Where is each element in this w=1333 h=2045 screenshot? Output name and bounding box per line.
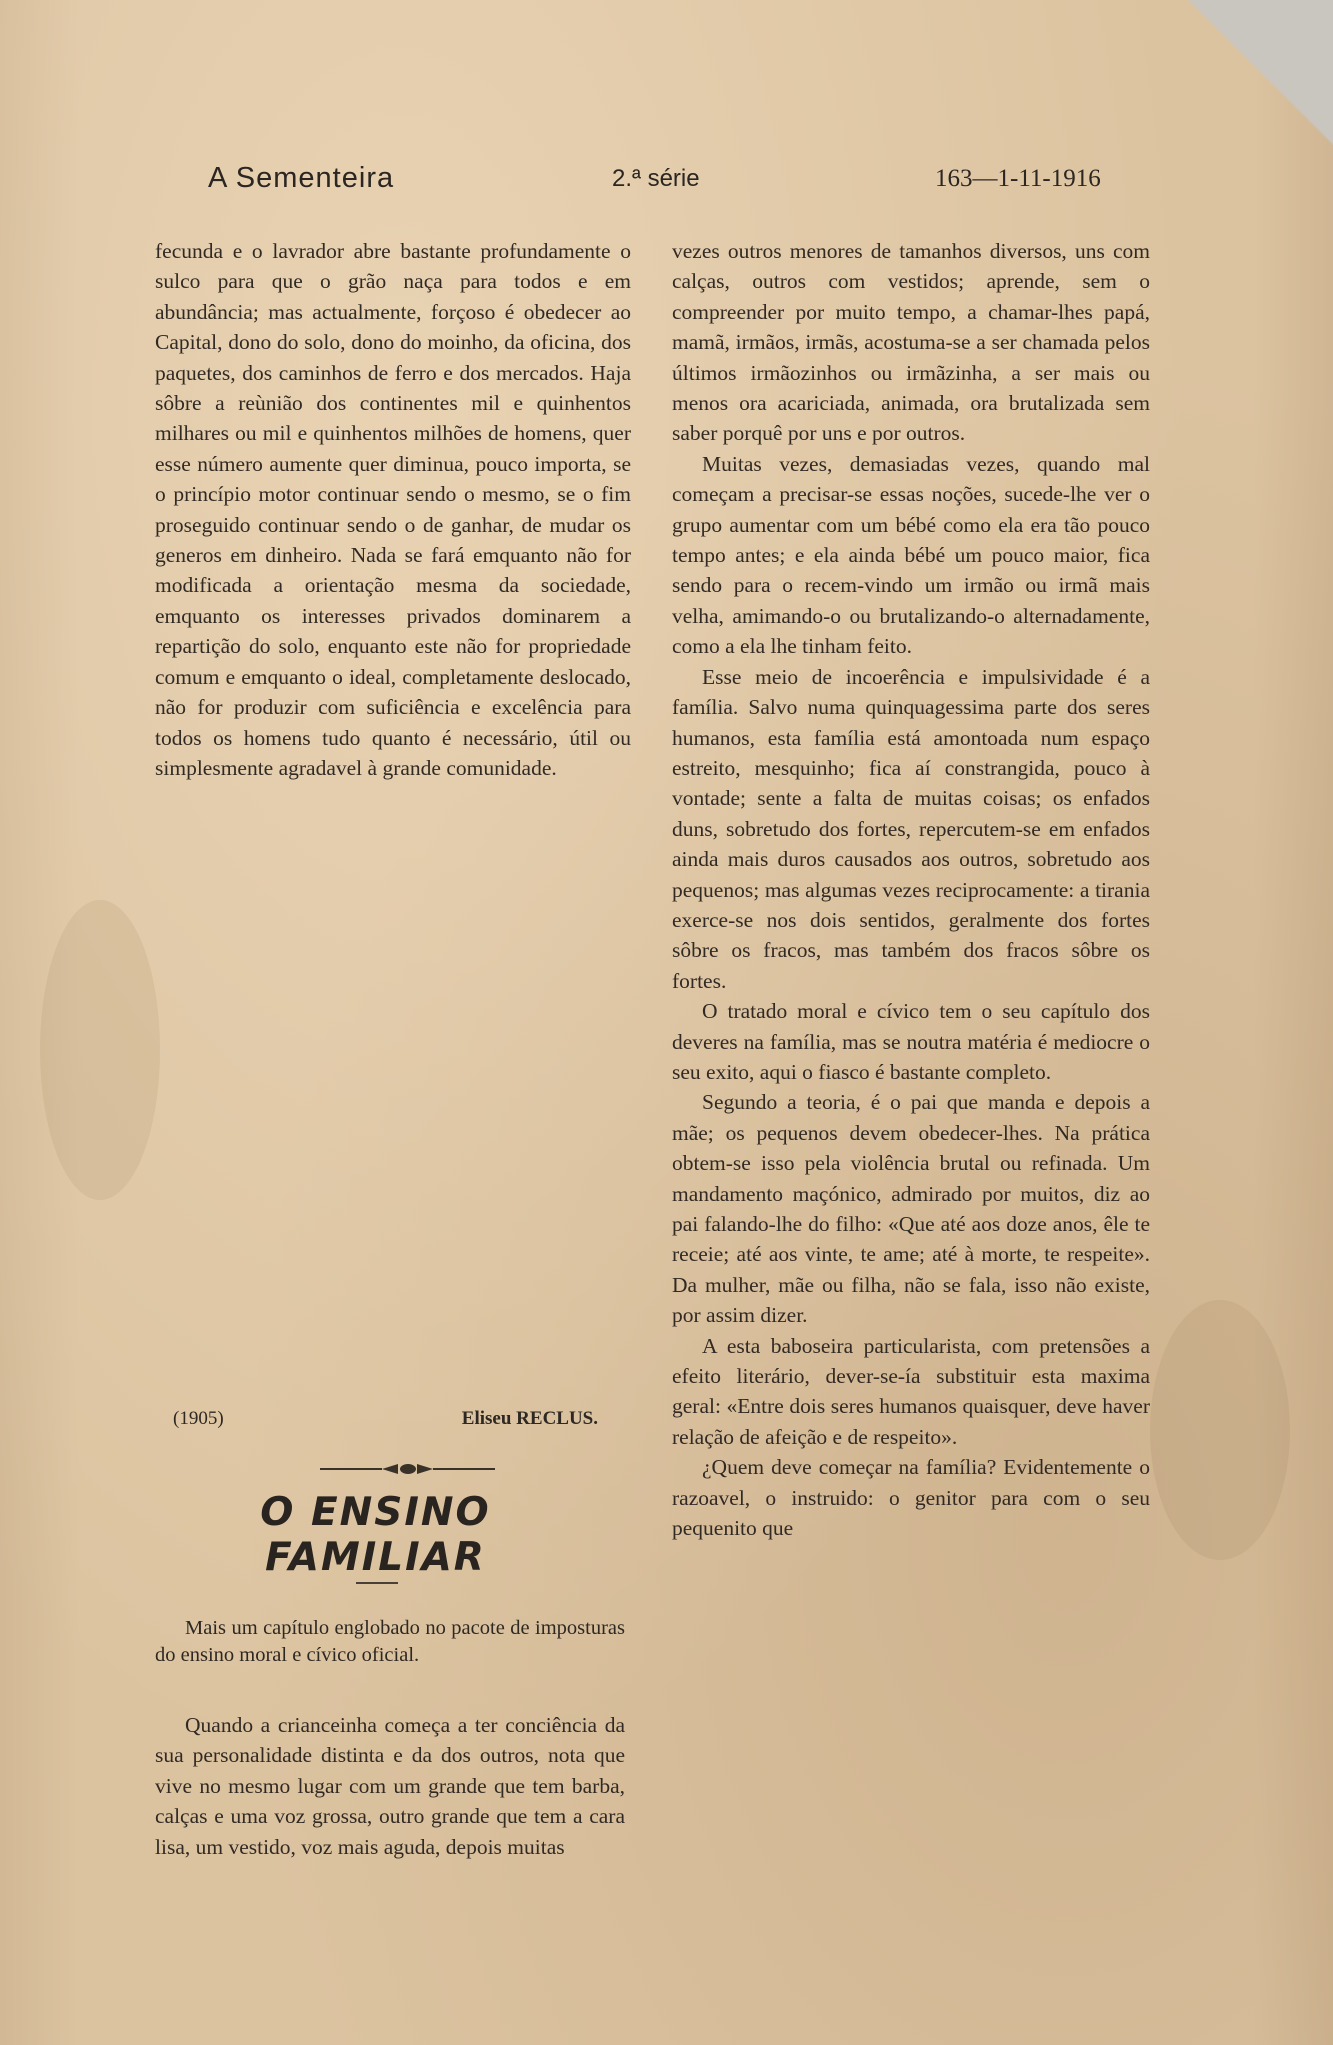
article-paragraph: Segundo a teoria, é o pai que manda e depois a mãe; os pequenos devem obedecer-lhes. Na prática obtem-se isso pela violência brutal ou refinada. Um mandamento maçónico, admirado por muitos, diz ao pai falando-lhe do filho: «Que até aos doze anos, êle te receie; até aos vinte, te ame; até à morte, te respeite». Da mulher, mãe ou filha, não se fala, isso não existe, por assim dizer.	[672, 1090, 1150, 1328]
left-column	[155, 236, 631, 783]
signature-author: Eliseu RECLUS.	[461, 1408, 598, 1429]
article-paragraph: ¿Quem deve começar na família? Evidentemente o razoavel, o instruido: o genitor para com o seu pequenito que	[672, 1455, 1150, 1541]
article-paragraph: Muitas vezes, demasiadas vezes, quando mal começam a precisar-se essas noções, sucede-lhe ver o grupo aumentar com um bébé como ela era tão pouco tempo antes; e ela ainda bébé um pouco maior, fica sendo para o recem-vindo um irmão ou irmã mais velha, amimando-o ou brutalizando-o alternadamente, como a ela lhe tinham feito.	[672, 451, 1150, 659]
article-title: O ENSINO FAMILIAR	[260, 1490, 491, 1580]
publication-title: A Sementeira	[208, 162, 395, 194]
signature-line	[173, 1408, 598, 1440]
right-column	[672, 236, 1150, 1543]
article-paragraph: Esse meio de incoerência e impulsividade é a família. Salvo numa quinquagessima parte dos seres humanos, esta família está amontoada num espaço estreito, mesquinho; fica aí constrangida, pouco à vontade; sente a falta de muitas coisas; os enfados duns, sobretudo dos fortes, repercutem-se em enfados ainda mais duros causados aos outros, sobretudo aos pequenos; mas algumas vezes reciprocamente: a tirania exerce-se nos dois sentidos, geralmente dos fortes sôbre os fracos, mas também dos fracos sôbre os fortes.	[672, 664, 1150, 993]
title-divider	[356, 1582, 398, 1584]
series-label: 2.ª série	[612, 165, 700, 192]
signature-year: (1905)	[173, 1408, 224, 1429]
article-paragraph: O tratado moral e cívico tem o seu capítulo dos deveres na família, mas se noutra matéria é mediocre o seu exito, aqui o fiasco é bastante completo.	[672, 999, 1150, 1084]
paper-stain	[40, 900, 160, 1200]
decorative-separator-ornament	[320, 1458, 495, 1480]
article-paragraph: A esta baboseira particularista, com pretensões a efeito literário, dever-se-ía substituir esta maxima geral: «Entre dois seres humanos quaisquer, deve haver relação de afeição e de respeito».	[672, 1333, 1150, 1449]
folded-page-corner	[1163, 0, 1333, 170]
article-continuation-paragraph: fecunda e o lavrador abre bastante profundamente o sulco para que o grão naça para todos e em abundância; mas actualmente, forçoso é obedecer ao Capital, dono do solo, dono do moinho, da oficina, dos paquetes, dos caminhos de ferro e dos mercados. Haja sôbre a reùnião dos continentes mil e quinhentos milhares ou mil e quinhentos milhões de homens, quer esse número aumente quer diminua, pouco importa, se o princípio motor continuar sendo o mesmo, se o fim proseguido continuar sendo o de ganhar, de mudar os generos em dinheiro. Nada se fará emquanto não for modificada a orientação mesma da sociedade, emquanto os interesses privados dominarem a repartição do solo, enquanto este não for propriedade comum e emquanto o ideal, completamente deslocado, não for produzir com suficiência e excelência para todos os homens tudo quanto é necessário, útil ou simplesmente agradavel à grande comunidade.	[155, 239, 631, 780]
article-body-left	[155, 1710, 625, 1862]
issue-number-date: 163—1-11-1916	[935, 165, 1101, 192]
page-header	[0, 162, 1333, 206]
article-paragraph: Quando a crianceinha começa a ter conciência da sua personalidade distinta e da dos outros, nota que vive no mesmo lugar com um grande que tem barba, calças e uma voz grossa, outro grande que tem a cara lisa, um vestido, voz mais aguda, depois muitas	[155, 1713, 625, 1859]
article-intro: Mais um capítulo englobado no pacote de imposturas do ensino moral e cívico oficial.	[155, 1617, 625, 1667]
paper-stain	[1150, 1300, 1290, 1560]
article-paragraph: vezes outros menores de tamanhos diversos, uns com calças, outros com vestidos; aprende, sem o compreender por muito tempo, a chamar-lhes papá, mamã, irmãos, irmãs, acostuma-se a ser chamada pelos últimos irmãozinhos ou irmãzinha, a ser mais ou menos ora acariciada, animada, ora brutalizada sem saber porquê por uns e por outros.	[672, 239, 1150, 446]
